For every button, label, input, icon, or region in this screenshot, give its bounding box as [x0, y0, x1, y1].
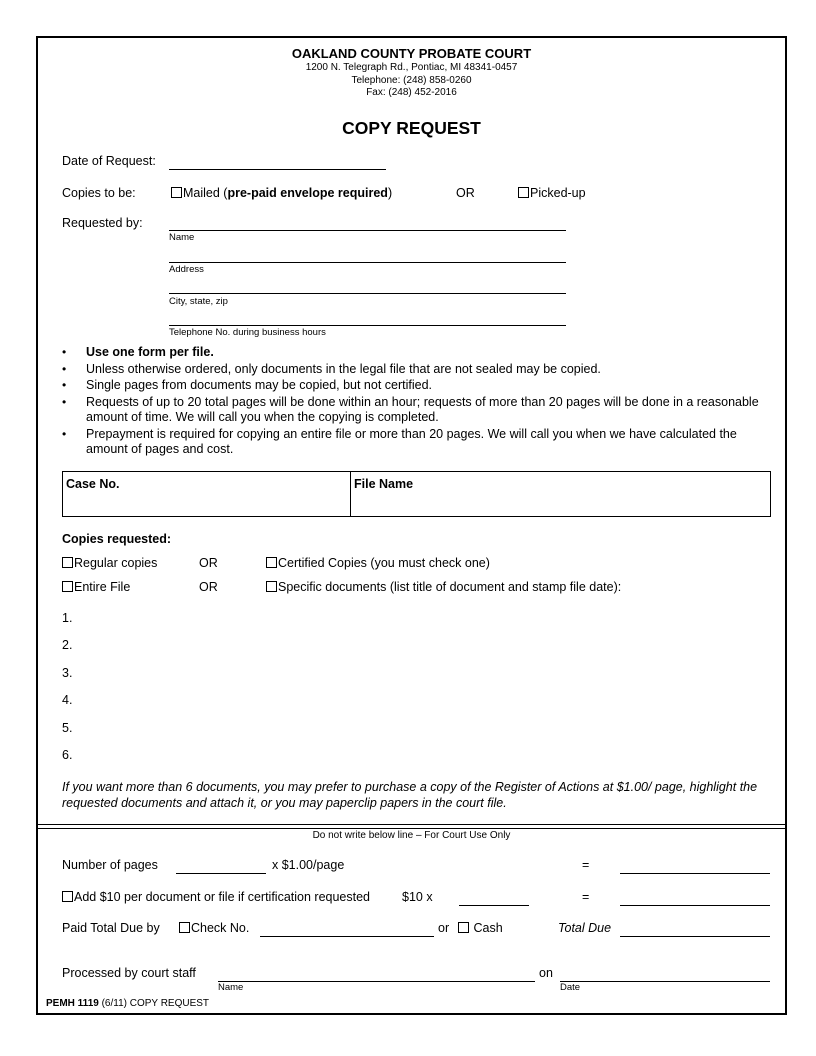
document-number-5: 5.	[62, 721, 73, 735]
court-use-divider-top	[38, 824, 785, 825]
register-of-actions-note: If you want more than 6 documents, you may prefer to purchase a copy of the Register of Actions at $1.00/ page, highlight the requested documents and attach it, or you may paperclip papers in the court file.	[62, 780, 758, 810]
document-number-3: 3.	[62, 666, 73, 680]
mailed-close: )	[387, 186, 393, 200]
document-number-4: 4.	[62, 693, 73, 707]
document-number-1: 1.	[62, 611, 73, 625]
court-use-only-notice: Do not write below line – For Court Use Only	[312, 830, 511, 841]
file-name-label: File Name	[354, 477, 414, 491]
specific-documents-option[interactable]: Specific documents (list title of document and stamp file date):	[266, 580, 621, 594]
form-code: PEMH 1119 (6/11) COPY REQUEST	[46, 998, 210, 1009]
cash-option[interactable]: Cash	[458, 921, 503, 935]
staff-name-caption: Name	[218, 982, 244, 993]
equals-sign: =	[582, 858, 590, 872]
address-caption: Address	[169, 264, 204, 275]
staff-name-field[interactable]	[218, 981, 535, 982]
or-text: OR	[199, 556, 218, 570]
certification-total-field[interactable]	[620, 905, 770, 906]
number-of-pages-field[interactable]	[176, 873, 266, 874]
name-caption: Name	[169, 232, 195, 243]
or-text: or	[438, 921, 450, 935]
court-address: 1200 N. Telegraph Rd., Pontiac, MI 48341-0457	[305, 62, 518, 73]
copies-to-be-label: Copies to be:	[62, 186, 136, 200]
pages-total-field[interactable]	[620, 873, 770, 874]
court-telephone: Telephone: (248) 858-0260	[351, 75, 472, 86]
name-field[interactable]	[169, 230, 566, 231]
certification-count-field[interactable]	[459, 905, 529, 906]
certified-copies-option[interactable]: Certified Copies (you must check one)	[266, 556, 490, 570]
address-field[interactable]	[169, 262, 566, 263]
on-text: on	[539, 966, 553, 980]
list-item: • Unless otherwise ordered, only documents in the legal file that are not sealed may be copied.	[62, 362, 772, 378]
list-item: • Use one form per file.	[62, 345, 772, 361]
picked-up-label: Picked-up	[530, 186, 586, 200]
mailed-checkbox[interactable]	[171, 187, 182, 198]
telephone-caption: Telephone No. during business hours	[169, 327, 326, 338]
regular-copies-option[interactable]: Regular copies	[62, 556, 157, 570]
add-certification-option[interactable]: Add $10 per document or file if certification requested	[62, 890, 370, 904]
total-due-label: Total Due	[558, 921, 612, 935]
equals-sign: =	[582, 890, 590, 904]
or-text: OR	[456, 186, 475, 200]
regular-copies-checkbox[interactable]	[62, 557, 73, 568]
form-title: COPY REQUEST	[342, 118, 481, 138]
court-name: OAKLAND COUNTY PROBATE COURT	[291, 46, 532, 61]
specific-documents-checkbox[interactable]	[266, 581, 277, 592]
list-item: • Single pages from documents may be copied, but not certified.	[62, 378, 772, 394]
date-of-request-field[interactable]	[169, 169, 386, 170]
picked-up-checkbox[interactable]	[518, 187, 529, 198]
mailed-note: pre-paid envelope required	[227, 186, 388, 200]
total-due-field[interactable]	[620, 936, 770, 937]
entire-file-option[interactable]: Entire File	[62, 580, 130, 594]
case-table	[62, 471, 771, 517]
requested-by-label: Requested by:	[62, 216, 143, 230]
or-text: OR	[199, 580, 218, 594]
check-number-field[interactable]	[260, 936, 434, 937]
telephone-field[interactable]	[169, 325, 566, 326]
form-frame	[36, 36, 787, 1015]
case-no-label: Case No.	[66, 477, 120, 491]
court-fax: Fax: (248) 452-2016	[366, 87, 457, 98]
city-state-zip-field[interactable]	[169, 293, 566, 294]
document-number-6: 6.	[62, 748, 73, 762]
check-checkbox[interactable]	[179, 922, 190, 933]
per-page-text: x $1.00/page	[272, 858, 345, 872]
check-option[interactable]: Check No.	[179, 921, 249, 935]
mailed-option[interactable]	[171, 186, 392, 200]
date-of-request-label: Date of Request:	[62, 154, 156, 168]
processed-date-caption: Date	[560, 982, 581, 993]
paid-total-due-label: Paid Total Due by	[62, 921, 160, 935]
ten-dollar-times-text: $10 x	[402, 890, 433, 904]
picked-up-option[interactable]	[518, 186, 586, 200]
entire-file-checkbox[interactable]	[62, 581, 73, 592]
list-item: • Requests of up to 20 total pages will be done within an hour; requests of more than 20 pages will be done in a reasonable amount of time. We will call you when the copying is completed.	[62, 395, 772, 426]
copies-requested-heading: Copies requested:	[62, 532, 172, 546]
document-number-2: 2.	[62, 638, 73, 652]
number-of-pages-label: Number of pages	[62, 858, 158, 872]
processed-by-label: Processed by court staff	[62, 966, 196, 980]
cash-checkbox[interactable]	[458, 922, 469, 933]
processed-date-field[interactable]	[560, 981, 770, 982]
instructions-list	[62, 345, 772, 459]
certified-copies-checkbox[interactable]	[266, 557, 277, 568]
list-item: • Prepayment is required for copying an entire file or more than 20 pages. We will call you when we have calculated the amount of pages and cost.	[62, 427, 772, 458]
city-state-zip-caption: City, state, zip	[169, 296, 228, 307]
add-certification-checkbox[interactable]	[62, 891, 73, 902]
mailed-label: Mailed (	[183, 186, 228, 200]
case-table-divider	[350, 472, 351, 516]
court-use-divider-bottom	[38, 828, 785, 829]
